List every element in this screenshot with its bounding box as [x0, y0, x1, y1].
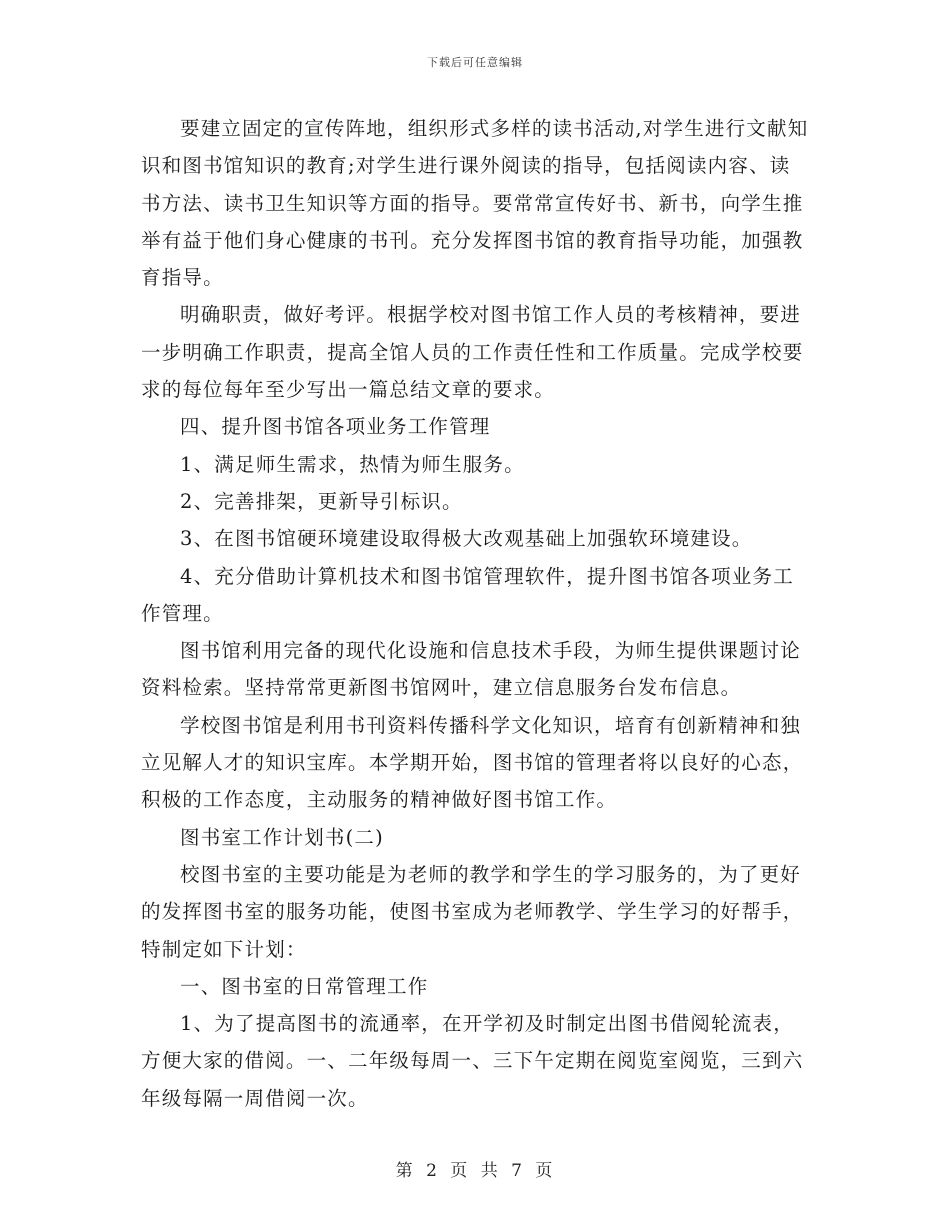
paragraph: 校图书室的主要功能是为老师的教学和学生的学习服务的，为了更好的发挥图书室的服务功能，使图书室成为老师教学、学生学习的好帮手，特制定如下计划：: [141, 862, 804, 961]
section-heading: 一、图书室的日常管理工作: [180, 974, 429, 998]
paragraph: 要建立固定的宣传阵地，组织形式多样的读书活动,对学生进行文献知识和图书馆知识的教育;对学生进行课外阅读的指导，包括阅读内容、读书方法、读书卫生知识等方面的指导。要常常宣传好书、新书，向学生推举有益于他们身心健康的书刊。充分发挥图书馆的教育指导功能，加强教育指导。: [141, 117, 809, 290]
list-item: 2、完善排架，更新导引标识。: [180, 489, 463, 513]
paragraph: 图书馆利用完备的现代化设施和信息技术手段，为师生提供课题讨论资料检索。坚持常常更新图书馆网叶，建立信息服务台发布信息。: [141, 639, 802, 700]
paragraph: 学校图书馆是利用书刊资料传播科学文化知识，培育有创新精神和独立见解人才的知识宝库。本学期开始，图书馆的管理者将以良好的心态，积极的工作态度，主动服务的精神做好图书馆工作。: [141, 713, 804, 812]
list-item: 4、充分借助计算机技术和图书馆管理软件，提升图书馆各项业务工作管理。: [141, 564, 794, 625]
list-item: 1、为了提高图书的流通率，在开学初及时制定出图书借阅轮流表，方便大家的借阅。一、二年级每周一、三下午定期在阅览室阅览，三到六年级每隔一周借阅一次。: [141, 1012, 804, 1110]
section-heading: 四、提升图书馆各项业务工作管理: [180, 415, 491, 439]
page-number: 第 2 页 共 7 页: [395, 1161, 555, 1181]
list-item: 3、在图书馆硬环境建设取得极大改观基础上加强软环境建设。: [180, 527, 753, 551]
list-item: 1、满足师生需求，热情为师生服务。: [180, 452, 525, 476]
paragraph: 明确职责，做好考评。根据学校对图书馆工作人员的考核精神，要进一步明确工作职责，提高全馆人员的工作责任性和工作质量。完成学校要求的每位每年至少写出一篇总结文章的要求。: [141, 303, 804, 402]
document-subtitle: 图书室工作计划书(二): [180, 825, 384, 849]
page-header: 下载后可任意编辑: [427, 56, 523, 69]
document-body: [141, 110, 811, 1117]
